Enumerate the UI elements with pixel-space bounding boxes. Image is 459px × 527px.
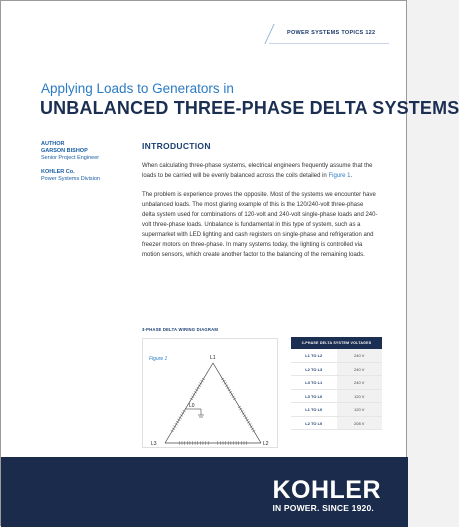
intro-paragraph-2: The problem is experience proves the opposite. Most of the systems we encounter have unbalanced loads. The most glaring example of this is the 120/240-volt three-phase delta system used for combinations of 120-volt and 240-volt single-phase loads and 240-volt three-phase loads. Unbalance is fundamental in this type of system, such as a supermarket with LED lighting and cash registers on single-phase and refrigeration and freezer motors on three-phase. In many systems today, the lighting is controlled via motion sensors, which create another factor to the balancing of the remaining loads. bbox=[142, 192, 378, 258]
wiring-diagram-figure bbox=[142, 327, 278, 448]
author-name: GARSON BISHOP bbox=[41, 148, 88, 154]
row-label: L3 TO L1 bbox=[305, 380, 323, 385]
table-row bbox=[291, 363, 382, 377]
brand-tagline: IN POWER. SINCE 1920. bbox=[272, 503, 374, 513]
voltage-table-header: 3-PHASE DELTA SYSTEM VOLTAGES bbox=[291, 337, 382, 349]
row-label: L3 TO L0 bbox=[305, 393, 323, 399]
table-row bbox=[291, 403, 382, 417]
document-subtitle: Applying Loads to Generators in bbox=[41, 81, 234, 96]
row-label: L1 TO L2 bbox=[305, 353, 323, 358]
coil-windings bbox=[171, 378, 256, 445]
division-name: Power Systems Division bbox=[41, 176, 100, 182]
intro-paragraph-1 bbox=[142, 161, 378, 181]
neutral-tap bbox=[185, 409, 204, 417]
document-title: UNBALANCED THREE-PHASE DELTA SYSTEMS bbox=[40, 97, 459, 118]
row-value: 208 V bbox=[337, 417, 383, 430]
row-value: 120 V bbox=[337, 403, 383, 416]
company-name: KOHLER Co. bbox=[41, 169, 75, 175]
node-l3-label: L3 bbox=[151, 441, 157, 447]
voltage-table bbox=[291, 337, 382, 430]
table-row bbox=[291, 376, 382, 390]
intro-paragraph-1-text: When calculating three-phase systems, electrical engineers frequently assume that the loads to be carried will be evenly balanced across the coils detailed in bbox=[142, 163, 373, 179]
author-sidebar bbox=[41, 141, 131, 183]
figure-label: 3-PHASE DELTA WIRING DIAGRAM bbox=[142, 327, 219, 332]
table-row bbox=[291, 417, 382, 431]
node-l1-label: L1 bbox=[210, 355, 216, 361]
row-value: 240 V bbox=[337, 349, 383, 362]
node-l2-label: L2 bbox=[263, 441, 269, 447]
kohler-logo[interactable] bbox=[272, 477, 381, 513]
topic-divider bbox=[269, 43, 389, 44]
table-row bbox=[291, 349, 382, 363]
row-value: 240 V bbox=[337, 363, 383, 376]
table-row bbox=[291, 390, 382, 404]
figure-caption: Figure 1 bbox=[149, 356, 168, 362]
delta-triangle bbox=[165, 363, 261, 443]
author-label: AUTHOR bbox=[41, 141, 65, 147]
row-value: 240 V bbox=[337, 376, 383, 389]
voltage-table-body bbox=[291, 349, 382, 430]
brand-wordmark: KOHLER bbox=[272, 476, 381, 504]
figure-box bbox=[142, 338, 278, 448]
row-label: L1 TO L0 bbox=[305, 407, 323, 412]
delta-diagram bbox=[143, 339, 279, 449]
intro-heading: INTRODUCTION bbox=[142, 141, 211, 151]
figure-1-link[interactable]: Figure 1 bbox=[328, 173, 351, 179]
intro-paragraph-1-end: . bbox=[350, 173, 353, 179]
main-content bbox=[142, 141, 378, 269]
row-value: 120 V bbox=[337, 390, 383, 403]
row-label: L2 TO L0 bbox=[305, 420, 323, 426]
topic-tag: POWER SYSTEMS TOPICS 122 bbox=[269, 24, 408, 44]
node-l0-label: L0 bbox=[189, 403, 195, 409]
row-label: L2 TO L3 bbox=[305, 366, 323, 372]
author-title: Senior Project Engineer bbox=[41, 155, 100, 161]
